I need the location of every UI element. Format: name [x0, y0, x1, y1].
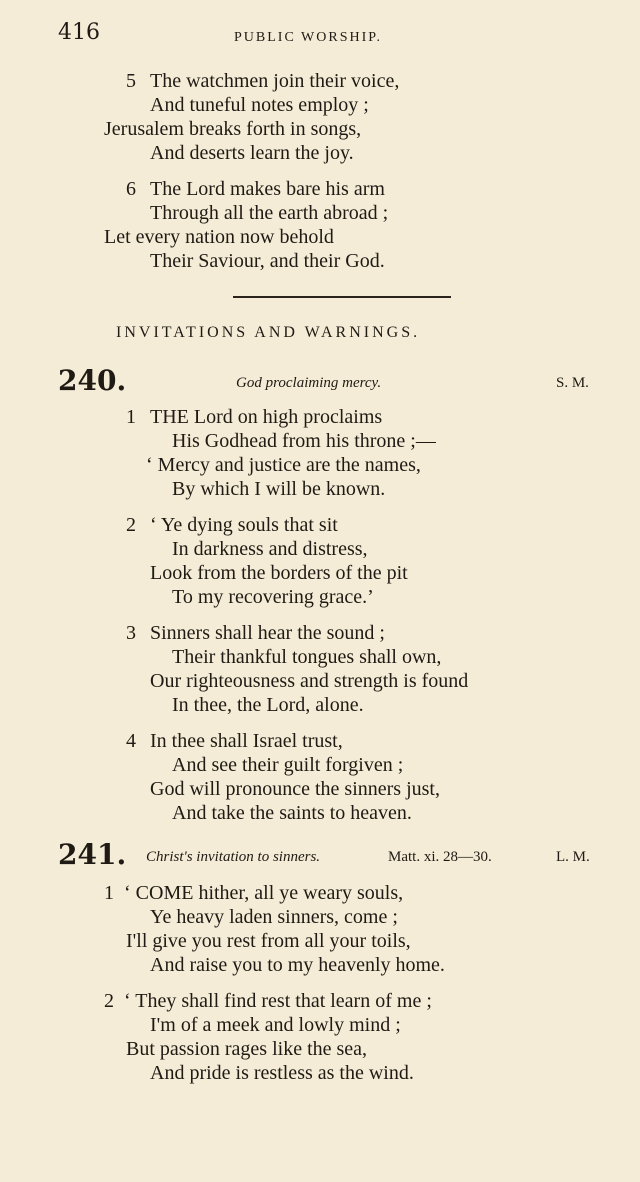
verse-line: In thee, the Lord, alone. [172, 694, 364, 716]
hymn-title: Christ's invitation to sinners. [146, 849, 321, 865]
running-head: PUBLIC WORSHIP. [234, 30, 382, 45]
verse-line: THE Lord on high proclaims [150, 406, 383, 428]
verse-line: In darkness and distress, [172, 538, 368, 560]
verse-line: Jerusalem breaks forth in songs, [104, 118, 362, 140]
hymn-number: 240. [58, 364, 127, 397]
verse-line: And deserts learn the joy. [150, 142, 354, 164]
verse-line: Through all the earth abroad ; [150, 202, 389, 224]
section-divider [233, 296, 451, 298]
verse-line: ‘ They shall find rest that learn of me ; [124, 990, 432, 1012]
verse-line: And take the saints to heaven. [172, 802, 412, 824]
verse-line: But passion rages like the sea, [126, 1038, 368, 1060]
stanza-number: 2 [104, 990, 114, 1012]
scripture-reference: Matt. xi. 28—30. [388, 849, 492, 865]
hymn-meter: S. M. [556, 375, 589, 391]
verse-line: And raise you to my heavenly home. [150, 954, 445, 976]
verse-line: ‘ Ye dying souls that sit [150, 514, 338, 536]
verse-line: Their Saviour, and their God. [150, 250, 385, 272]
stanza-number: 5 [126, 70, 136, 92]
verse-line: To my recovering grace.’ [172, 586, 374, 608]
verse-line: And tuneful notes employ ; [150, 94, 369, 116]
verse-line: The Lord makes bare his arm [150, 178, 385, 200]
stanza-number: 4 [126, 730, 136, 752]
verse-line: ‘ Mercy and justice are the names, [146, 454, 421, 476]
hymn-meter: L. M. [556, 849, 590, 865]
verse-line: Their thankful tongues shall own, [172, 646, 442, 668]
verse-line: In thee shall Israel trust, [150, 730, 343, 752]
verse-line: I'm of a meek and lowly mind ; [150, 1014, 401, 1036]
verse-line: His Godhead from his throne ;— [172, 430, 436, 452]
stanza-number: 1 [104, 882, 114, 904]
hymn-number: 241. [58, 838, 127, 871]
section-heading: INVITATIONS AND WARNINGS. [116, 324, 421, 341]
verse-line: Look from the borders of the pit [150, 562, 408, 584]
stanza-number: 1 [126, 406, 136, 428]
verse-line: The watchmen join their voice, [150, 70, 400, 92]
stanza-number: 6 [126, 178, 136, 200]
stanza-number: 2 [126, 514, 136, 536]
verse-line: Sinners shall hear the sound ; [150, 622, 385, 644]
verse-line: And pride is restless as the wind. [150, 1062, 414, 1084]
verse-line: Let every nation now behold [104, 226, 334, 248]
verse-line: Our righteousness and strength is found [150, 670, 469, 692]
hymn-title: God proclaiming mercy. [236, 375, 382, 391]
verse-line: And see their guilt forgiven ; [172, 754, 404, 776]
verse-line: God will pronounce the sinners just, [150, 778, 440, 800]
verse-line: Ye heavy laden sinners, come ; [150, 906, 398, 928]
verse-line: I'll give you rest from all your toils, [126, 930, 411, 952]
stanza-number: 3 [126, 622, 136, 644]
verse-line: By which I will be known. [172, 478, 386, 500]
verse-line: ‘ COME hither, all ye weary souls, [124, 882, 404, 904]
page-number: 416 [58, 20, 100, 45]
